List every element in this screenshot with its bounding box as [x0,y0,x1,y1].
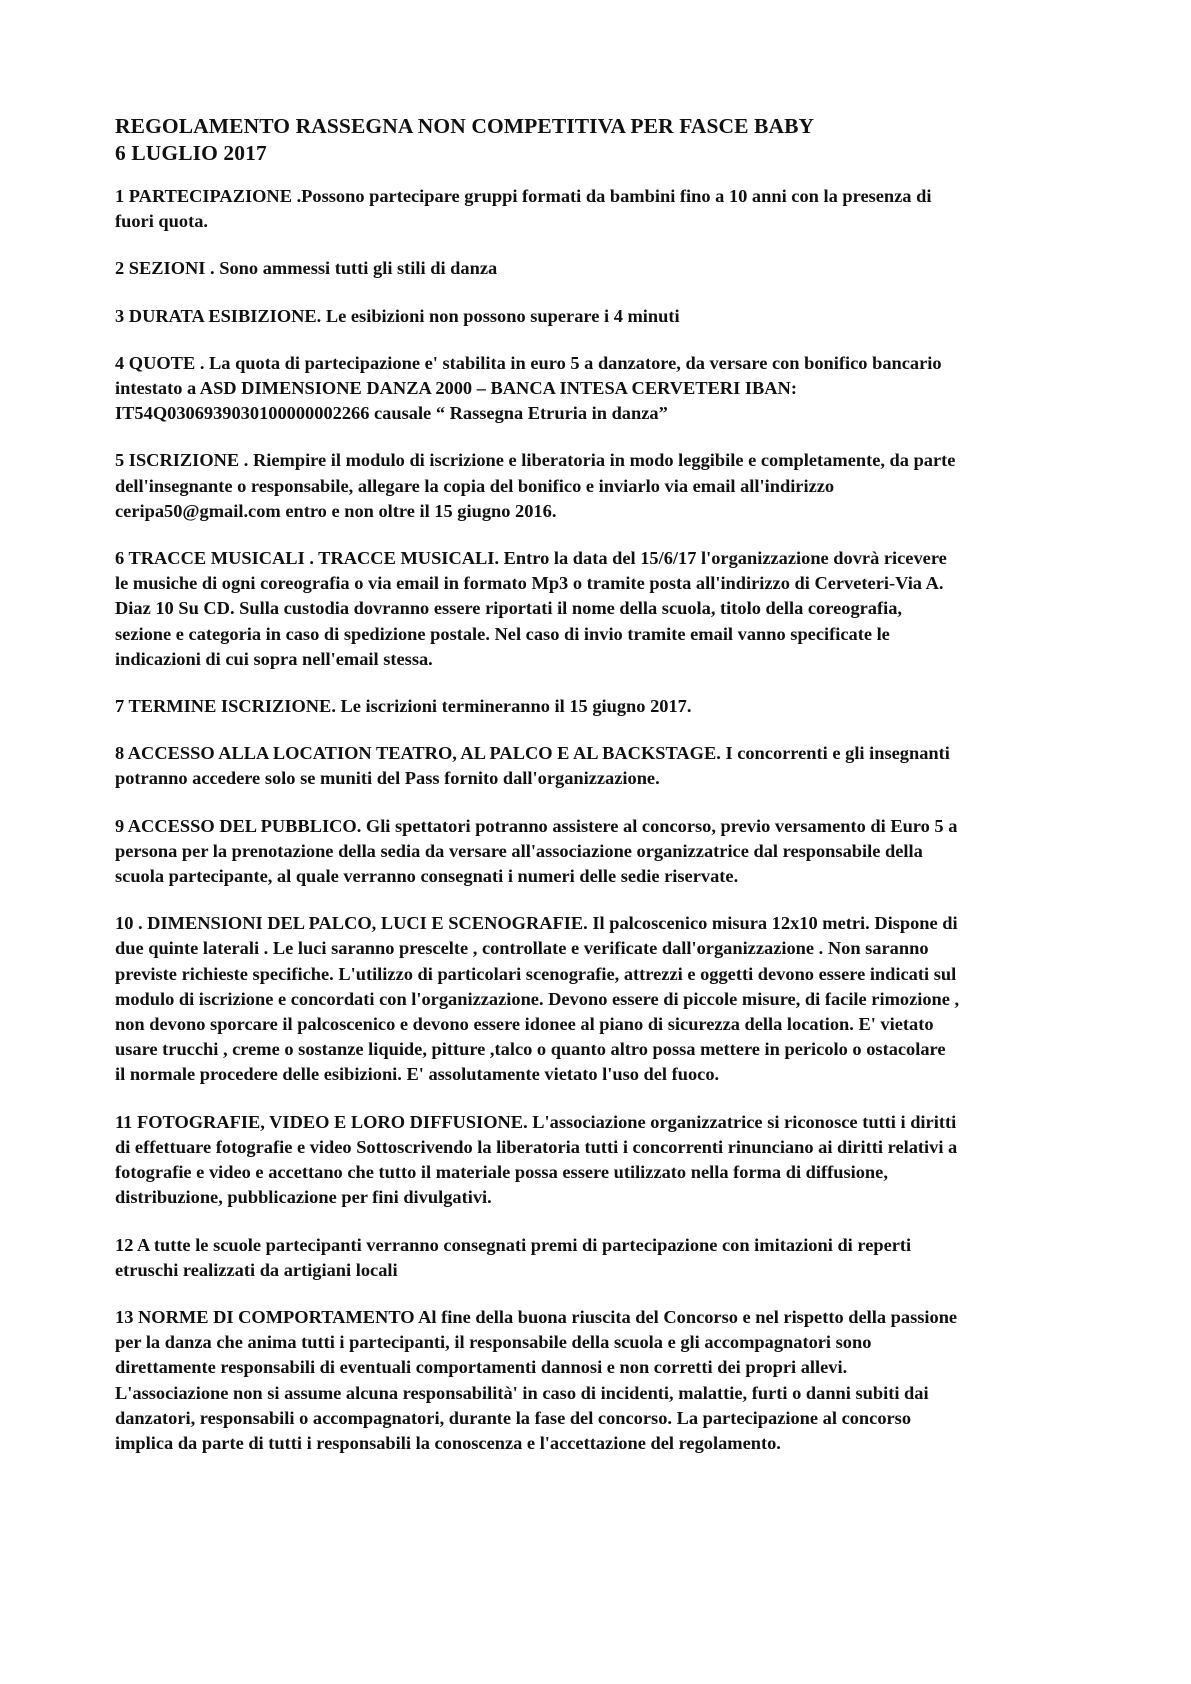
section-line: 9 ACCESSO DEL PUBBLICO. Gli spettatori potranno assistere al concorso, previo versamento di Euro 5 a [115,815,958,836]
section-line: 11 FOTOGRAFIE, VIDEO E LORO DIFFUSIONE. L'associazione organizzatrice si riconosce tutti i diritti [115,1111,957,1132]
section-line: due quinte laterali . Le luci saranno prescelte , controllate e verificate dall'organizzazione . Non saranno [115,938,929,959]
section-line: dell'insegnante o responsabile, allegare la copia del bonifico e inviarlo via email all'indirizzo [115,475,835,496]
regulation-sections [115,184,1085,1456]
document-title [115,113,1085,167]
document-content [115,113,1085,1478]
section-behavior-rules [115,1305,1085,1456]
section-line: scuola partecipante, al quale verranno consegnati i numeri delle sedie riservate. [115,866,739,887]
section-participation [115,184,1085,234]
section-line: 13 NORME DI COMPORTAMENTO Al fine della buona riuscita del Concorso e nel rispetto della passione [115,1306,958,1327]
section-line: sezione e categoria in caso di spedizione postale. Nel caso di invio tramite email vanno specificate le [115,623,890,644]
section-line: 1 PARTECIPAZIONE .Possono partecipare gruppi formati da bambini fino a 10 anni con la presenza di [115,186,932,206]
title-line-1: REGOLAMENTO RASSEGNA NON COMPETITIVA PER FASCE BABY [115,114,815,138]
section-sections [115,256,1085,281]
section-line: indicazioni di cui sopra nell'email stessa. [115,648,433,669]
section-line: non devono sporcare il palcoscenico e devono essere idonee al piano di sicurezza della location. E' vietato [115,1014,934,1035]
section-line: IT54Q0306939030100000002266 causale “ Rassegna Etruria in danza” [115,403,668,424]
section-line: il normale procedere delle esibizioni. E' assolutamente vietato l'uso del fuoco. [115,1064,720,1085]
section-line: distribuzione, pubblicazione per fini divulgativi. [115,1187,492,1208]
section-line: 6 TRACCE MUSICALI . TRACCE MUSICALI. Entro la data del 15/6/17 l'organizzazione dovrà ricevere [115,548,947,569]
section-line: di effettuare fotografie e video Sottoscrivendo la liberatoria tutti i concorrenti rinunciano ai diritti relativi a [115,1136,958,1157]
section-registration-deadline [115,694,1085,719]
section-line: 7 TERMINE ISCRIZIONE. Le iscrizioni termineranno il 15 giugno 2017. [115,696,692,717]
section-line: 4 QUOTE . La quota di partecipazione e' stabilita in euro 5 a danzatore, da versare con bonifico bancario [115,352,942,373]
section-line: 2 SEZIONI . Sono ammessi tutti gli stili di danza [115,258,498,279]
section-duration [115,304,1085,329]
section-line: ceripa50@gmail.com entro e non oltre il 15 giugno 2016. [115,500,557,521]
section-prizes [115,1233,1085,1283]
section-line: 12 A tutte le scuole partecipanti verranno consegnati premi di partecipazione con imitazioni di reperti [115,1234,912,1255]
section-registration [115,448,1085,524]
section-line: persona per la prenotazione della sedia da versare all'associazione organizzatrice dal responsabile della [115,840,923,861]
section-line: modulo di iscrizione e concordati con l'organizzazione. Devono essere di piccole misure, di facile rimozione , [115,988,960,1009]
section-line: 10 . DIMENSIONI DEL PALCO, LUCI E SCENOGRAFIE. Il palcoscenico misura 12x10 metri. Dispone di [115,913,958,934]
section-music-tracks [115,546,1085,672]
section-line: usare trucchi , creme o sostanze liquide, pitture ,talco o quanto altro possa mettere in pericolo o ostacolare [115,1039,946,1060]
section-line: per la danza che anima tutti i partecipanti, il responsabile della scuola e gli accompagnatori sono [115,1332,872,1353]
section-line: 5 ISCRIZIONE . Riempire il modulo di iscrizione e liberatoria in modo leggibile e completamente, da parte [115,450,956,471]
section-line: etruschi realizzati da artigiani locali [115,1259,398,1280]
section-line: L'associazione non si assume alcuna responsabilità' in caso di incidenti, malattie, furti o danni subiti dai [115,1382,929,1403]
section-line: le musiche di ogni coreografia o via email in formato Mp3 o tramite posta all'indirizzo di Cerveteri-Via A. [115,573,944,594]
section-line: fuori quota. [115,211,208,232]
section-line: 8 ACCESSO ALLA LOCATION TEATRO, AL PALCO E AL BACKSTAGE. I concorrenti e gli insegnanti [115,743,950,764]
section-line: intestato a ASD DIMENSIONE DANZA 2000 – BANCA INTESA CERVETERI IBAN: [115,378,797,399]
section-stage-lights-scenography [115,911,1085,1087]
title-line-2: 6 LUGLIO 2017 [115,141,267,165]
section-line: direttamente responsabili di eventuali comportamenti dannosi e non corretti dei propri allevi. [115,1357,848,1378]
section-line: danzatori, responsabili o accompagnatori, durante la fase del concorso. La partecipazione al concorso [115,1407,912,1428]
section-public-access [115,814,1085,890]
section-line: implica da parte di tutti i responsabili la conoscenza e l'accettazione del regolamento. [115,1432,781,1453]
section-line: potranno accedere solo se muniti del Pass fornito dall'organizzazione. [115,768,660,789]
section-line: Diaz 10 Su CD. Sulla custodia dovranno essere riportati il nome della scuola, titolo della coreografia, [115,598,903,619]
section-line: previste richieste specifiche. L'utilizzo di particolari scenografie, attrezzi e oggetti devono essere indicati sul [115,963,957,984]
section-photos-videos [115,1110,1085,1211]
section-fees [115,351,1085,427]
section-venue-access [115,741,1085,791]
section-line: 3 DURATA ESIBIZIONE. Le esibizioni non possono superare i 4 minuti [115,305,680,326]
section-line: fotografie e video e accettano che tutto il materiale possa essere utilizzato nella forma di diffusione, [115,1162,888,1183]
